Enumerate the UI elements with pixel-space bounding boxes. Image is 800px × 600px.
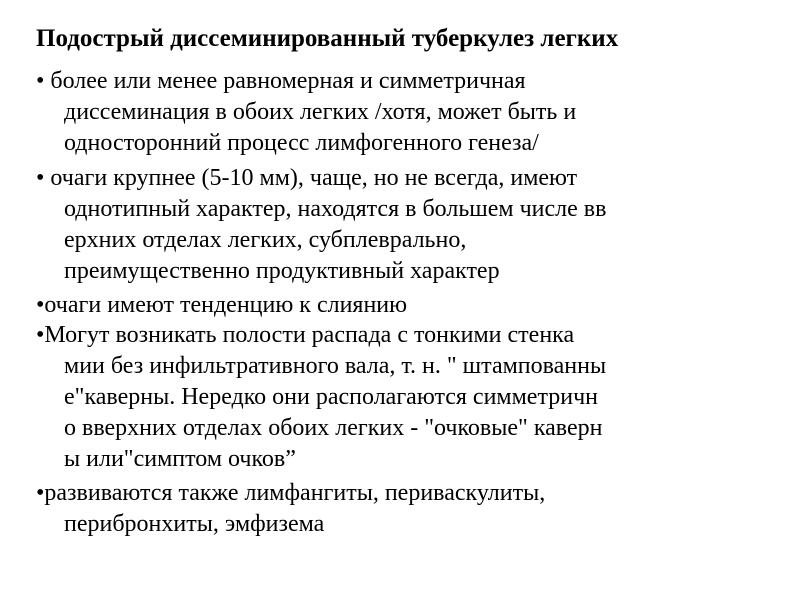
bullet-foci-merging — [36, 290, 407, 321]
bullet-line: • более или менее равномерная и симметричная — [36, 68, 526, 94]
bullet-line: •развиваются также лимфангиты, периваскулиты, — [36, 480, 546, 506]
bullet-line: диссеминация в обоих легких /хотя, может быть и — [64, 99, 577, 125]
bullet-line: •Могут возникать полости распада с тонкими стенка — [36, 322, 575, 348]
bullet-cavities — [36, 320, 606, 475]
bullet-line: •очаги имеют тенденцию к слиянию — [36, 292, 408, 318]
bullet-line: мии без инфильтративного вала, т. н. " штампованны — [64, 353, 607, 379]
bullet-line: преимущественно продуктивный характер — [64, 258, 500, 284]
bullet-line: ерхних отделах легких, субплеврально, — [64, 227, 467, 253]
bullet-line: ы или"симптом очков” — [64, 446, 296, 472]
bullet-line: е"каверны. Нередко они располагаются симметричн — [64, 384, 598, 410]
bullet-line: односторонний процесс лимфогенного генеза/ — [64, 130, 539, 156]
bullet-line: о вверхних отделах обоих легких - "очковые" каверн — [64, 415, 603, 441]
bullet-line: • очаги крупнее (5-10 мм), чаще, но не всегда, имеют — [36, 165, 578, 191]
bullet-line: перибронхиты, эмфизема — [64, 511, 325, 537]
bullet-dissemination — [36, 66, 576, 159]
bullet-complications — [36, 478, 545, 540]
slide-title: Подострый диссеминированный туберкулез легких — [36, 25, 619, 52]
bullet-foci-size — [36, 163, 606, 287]
bullet-line: однотипный характер, находятся в большем числе вв — [64, 196, 607, 222]
